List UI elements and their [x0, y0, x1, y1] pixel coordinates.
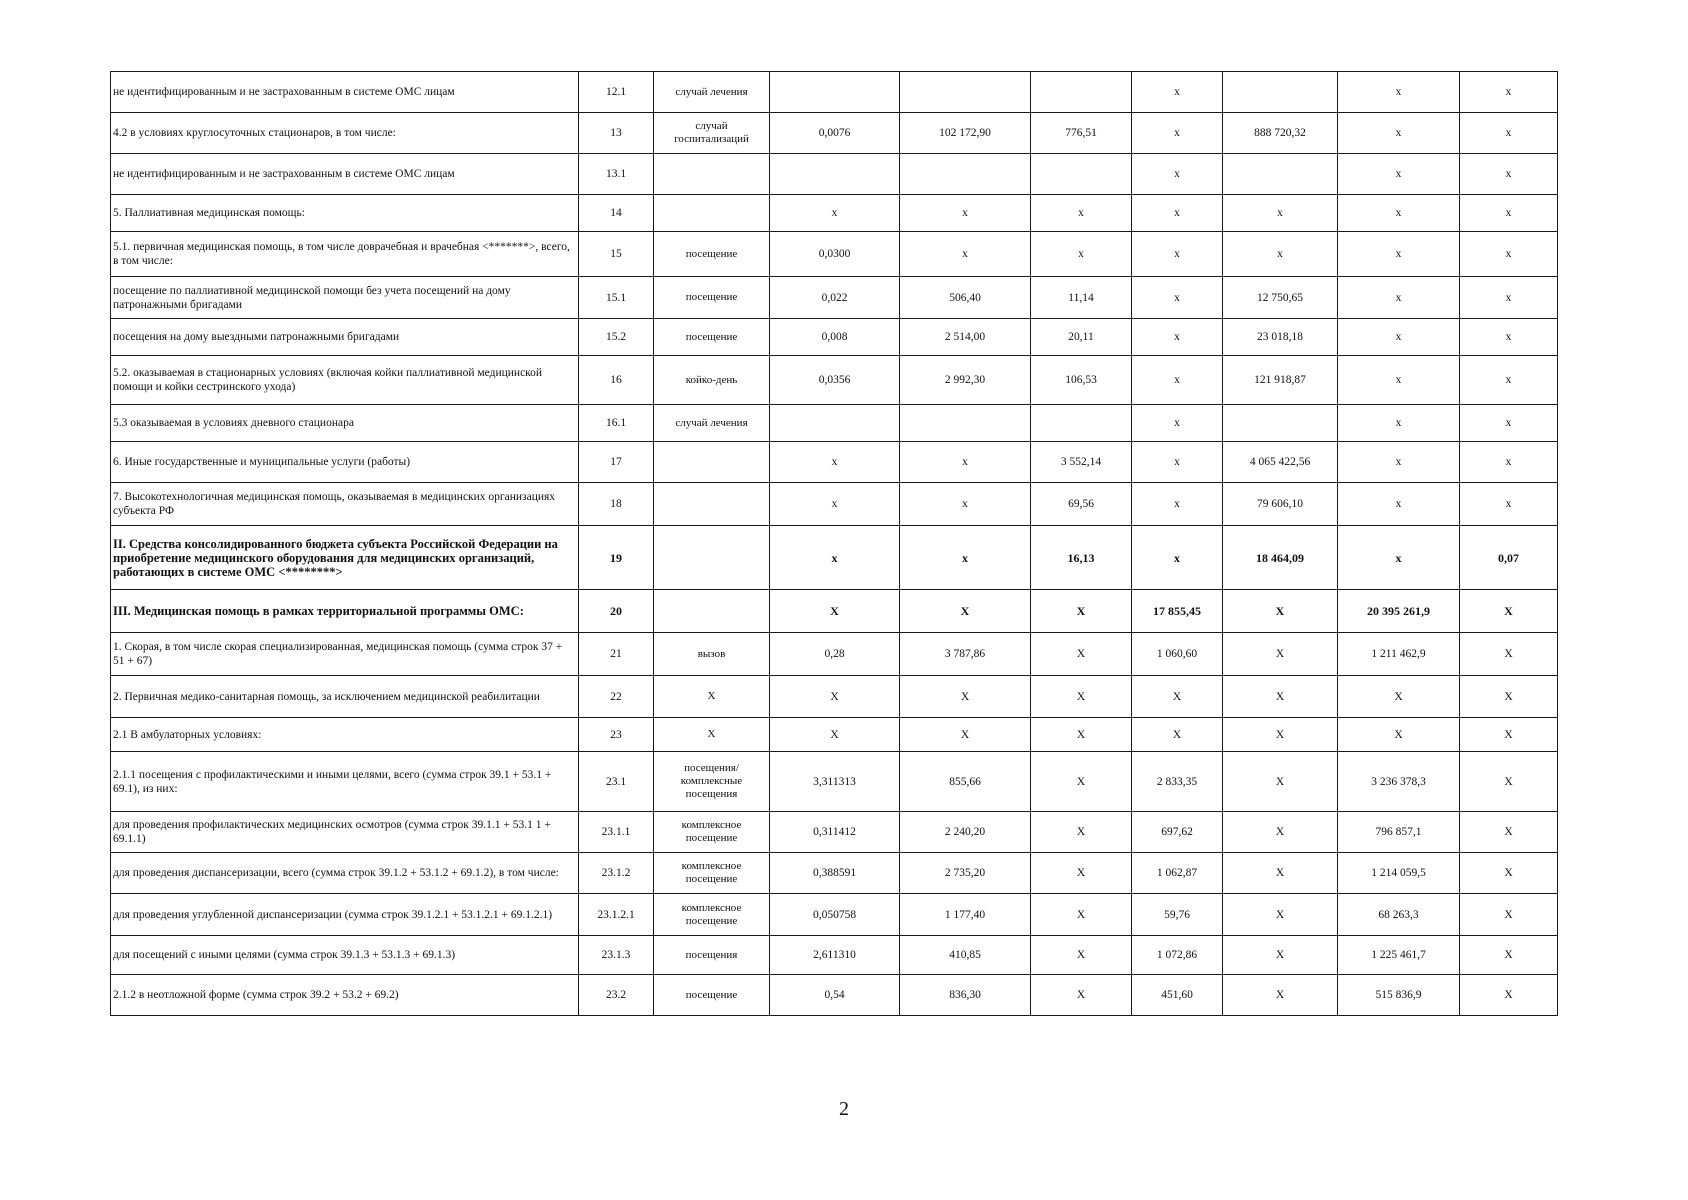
share-cell: X — [1460, 676, 1558, 718]
unit-cost-cell: 2 240,20 — [900, 812, 1031, 853]
row-number-cell: 16 — [579, 356, 654, 405]
budget-total-cell: X — [1223, 676, 1338, 718]
table-row — [111, 154, 1558, 195]
budget-total-cell: х — [1223, 195, 1338, 232]
oms-total-cell: х — [1338, 195, 1460, 232]
per-capita-oms-cell: х — [1132, 232, 1223, 277]
volume-per-person-cell: 0,0076 — [770, 113, 900, 154]
share-cell: х — [1460, 442, 1558, 483]
unit-cost-cell: X — [900, 676, 1031, 718]
indicator-name-cell: II. Средства консолидированного бюджета субъекта Российской Федерации на приобретение медицинского оборудования для медицинских организаций, работающих в системе ОМС <********> — [111, 526, 579, 590]
indicator-name-cell: 5.1. первичная медицинская помощь, в том числе доврачебная и врачебная <*******>, всего, в том числе: — [111, 232, 579, 277]
unit-cost-cell: X — [900, 590, 1031, 633]
unit-cost-cell: х — [900, 526, 1031, 590]
indicator-name-cell: 7. Высокотехнологичная медицинская помощь, оказываемая в медицинских организациях субъекта РФ — [111, 483, 579, 526]
share-cell: х — [1460, 154, 1558, 195]
table-row — [111, 113, 1558, 154]
volume-per-person-cell: 0,050758 — [770, 894, 900, 936]
volume-per-person-cell: X — [770, 718, 900, 752]
volume-per-person-cell: 0,022 — [770, 277, 900, 319]
row-number-cell: 23.1.2.1 — [579, 894, 654, 936]
oms-total-cell: х — [1338, 526, 1460, 590]
per-capita-oms-cell: х — [1132, 356, 1223, 405]
volume-per-person-cell — [770, 405, 900, 442]
per-capita-budget-cell — [1031, 154, 1132, 195]
volume-per-person-cell: 3,311313 — [770, 752, 900, 812]
row-number-cell: 23.1.3 — [579, 936, 654, 975]
share-cell: х — [1460, 195, 1558, 232]
per-capita-oms-cell: х — [1132, 526, 1223, 590]
per-capita-oms-cell: 1 060,60 — [1132, 633, 1223, 676]
unit-cost-cell: 410,85 — [900, 936, 1031, 975]
budget-total-cell: X — [1223, 853, 1338, 894]
budget-total-cell: 79 606,10 — [1223, 483, 1338, 526]
oms-total-cell: 796 857,1 — [1338, 812, 1460, 853]
per-capita-oms-cell: 697,62 — [1132, 812, 1223, 853]
volume-per-person-cell: 0,54 — [770, 975, 900, 1016]
unit-cell: посещения — [654, 936, 770, 975]
per-capita-budget-cell: X — [1031, 676, 1132, 718]
table-row — [111, 356, 1558, 405]
unit-cell: посещение — [654, 319, 770, 356]
budget-total-cell: X — [1223, 894, 1338, 936]
indicator-name-cell: 5. Паллиативная медицинская помощь: — [111, 195, 579, 232]
per-capita-oms-cell: х — [1132, 319, 1223, 356]
volume-per-person-cell: 0,388591 — [770, 853, 900, 894]
per-capita-budget-cell: 776,51 — [1031, 113, 1132, 154]
share-cell: X — [1460, 853, 1558, 894]
table-row — [111, 676, 1558, 718]
table-row — [111, 718, 1558, 752]
oms-total-cell: X — [1338, 718, 1460, 752]
budget-total-cell: X — [1223, 812, 1338, 853]
unit-cell — [654, 195, 770, 232]
oms-total-cell: 1 225 461,7 — [1338, 936, 1460, 975]
unit-cost-cell: 1 177,40 — [900, 894, 1031, 936]
share-cell: X — [1460, 633, 1558, 676]
volume-per-person-cell: X — [770, 590, 900, 633]
per-capita-budget-cell: 106,53 — [1031, 356, 1132, 405]
share-cell: X — [1460, 936, 1558, 975]
unit-cost-cell: х — [900, 232, 1031, 277]
row-number-cell: 21 — [579, 633, 654, 676]
indicator-name-cell: для проведения профилактических медицинских осмотров (сумма строк 39.1.1 + 53.1 1 + 69.1.1) — [111, 812, 579, 853]
volume-per-person-cell — [770, 72, 900, 113]
unit-cell: посещение — [654, 975, 770, 1016]
budget-total-cell: X — [1223, 590, 1338, 633]
per-capita-budget-cell: X — [1031, 812, 1132, 853]
per-capita-budget-cell: 20,11 — [1031, 319, 1132, 356]
budget-total-cell — [1223, 405, 1338, 442]
budget-total-cell: 888 720,32 — [1223, 113, 1338, 154]
volume-per-person-cell: х — [770, 526, 900, 590]
per-capita-oms-cell: х — [1132, 72, 1223, 113]
per-capita-oms-cell: х — [1132, 405, 1223, 442]
per-capita-oms-cell: х — [1132, 154, 1223, 195]
per-capita-budget-cell: X — [1031, 752, 1132, 812]
indicator-name-cell: 4.2 в условиях круглосуточных стационаров, в том числе: — [111, 113, 579, 154]
per-capita-budget-cell: 3 552,14 — [1031, 442, 1132, 483]
unit-cost-cell: 855,66 — [900, 752, 1031, 812]
per-capita-budget-cell: 16,13 — [1031, 526, 1132, 590]
oms-total-cell: х — [1338, 356, 1460, 405]
indicator-name-cell: для посещений с иными целями (сумма строк 39.1.3 + 53.1.3 + 69.1.3) — [111, 936, 579, 975]
oms-total-cell: х — [1338, 277, 1460, 319]
unit-cell: комплексное посещение — [654, 853, 770, 894]
unit-cell: посещения/ комплексные посещения — [654, 752, 770, 812]
volume-per-person-cell: 2,611310 — [770, 936, 900, 975]
budget-total-cell: 121 918,87 — [1223, 356, 1338, 405]
per-capita-budget-cell — [1031, 405, 1132, 442]
table-row — [111, 442, 1558, 483]
indicator-name-cell: 5.2. оказываемая в стационарных условиях (включая койки паллиативной медицинской помощи и койки сестринского ухода) — [111, 356, 579, 405]
unit-cost-cell — [900, 405, 1031, 442]
per-capita-budget-cell — [1031, 72, 1132, 113]
unit-cell: X — [654, 676, 770, 718]
indicator-name-cell: 6. Иные государственные и муниципальные услуги (работы) — [111, 442, 579, 483]
table-row — [111, 975, 1558, 1016]
unit-cost-cell: 3 787,86 — [900, 633, 1031, 676]
table-row — [111, 526, 1558, 590]
per-capita-oms-cell: 1 062,87 — [1132, 853, 1223, 894]
indicator-name-cell: 2. Первичная медико-санитарная помощь, за исключением медицинской реабилитации — [111, 676, 579, 718]
oms-total-cell: 1 211 462,9 — [1338, 633, 1460, 676]
table-row — [111, 853, 1558, 894]
unit-cell: X — [654, 718, 770, 752]
per-capita-oms-cell: 2 833,35 — [1132, 752, 1223, 812]
table-row — [111, 936, 1558, 975]
row-number-cell: 23.1.1 — [579, 812, 654, 853]
row-number-cell: 23.1 — [579, 752, 654, 812]
budget-total-cell: х — [1223, 232, 1338, 277]
unit-cell: комплексное посещение — [654, 812, 770, 853]
share-cell: X — [1460, 812, 1558, 853]
unit-cell: койко-день — [654, 356, 770, 405]
table-row — [111, 72, 1558, 113]
unit-cell — [654, 442, 770, 483]
unit-cell — [654, 526, 770, 590]
unit-cost-cell: 836,30 — [900, 975, 1031, 1016]
volume-per-person-cell: 0,008 — [770, 319, 900, 356]
per-capita-budget-cell: X — [1031, 633, 1132, 676]
budget-total-cell — [1223, 154, 1338, 195]
volume-per-person-cell: 0,0356 — [770, 356, 900, 405]
per-capita-oms-cell: х — [1132, 442, 1223, 483]
row-number-cell: 15.2 — [579, 319, 654, 356]
indicator-name-cell: 1. Скорая, в том числе скорая специализированная, медицинская помощь (сумма строк 37 + 51 + 67) — [111, 633, 579, 676]
volume-per-person-cell: 0,311412 — [770, 812, 900, 853]
per-capita-oms-cell: X — [1132, 718, 1223, 752]
row-number-cell: 13.1 — [579, 154, 654, 195]
volume-per-person-cell: х — [770, 195, 900, 232]
oms-total-cell: х — [1338, 154, 1460, 195]
share-cell: х — [1460, 72, 1558, 113]
row-number-cell: 19 — [579, 526, 654, 590]
row-number-cell: 15 — [579, 232, 654, 277]
unit-cost-cell: 2 992,30 — [900, 356, 1031, 405]
per-capita-oms-cell: X — [1132, 676, 1223, 718]
oms-total-cell: 20 395 261,9 — [1338, 590, 1460, 633]
unit-cell — [654, 590, 770, 633]
indicator-name-cell: посещение по паллиативной медицинской помощи без учета посещений на дому патронажными бригадами — [111, 277, 579, 319]
per-capita-budget-cell: X — [1031, 894, 1132, 936]
volume-per-person-cell: 0,0300 — [770, 232, 900, 277]
table-row — [111, 812, 1558, 853]
budget-total-cell: X — [1223, 718, 1338, 752]
oms-total-cell: 3 236 378,3 — [1338, 752, 1460, 812]
share-cell: 0,07 — [1460, 526, 1558, 590]
budget-total-cell: X — [1223, 633, 1338, 676]
per-capita-oms-cell: 451,60 — [1132, 975, 1223, 1016]
unit-cost-cell: 2 514,00 — [900, 319, 1031, 356]
indicator-name-cell: не идентифицированным и не застрахованным в системе ОМС лицам — [111, 72, 579, 113]
share-cell: х — [1460, 319, 1558, 356]
indicator-name-cell: 2.1 В амбулаторных условиях: — [111, 718, 579, 752]
row-number-cell: 12.1 — [579, 72, 654, 113]
per-capita-budget-cell: X — [1031, 853, 1132, 894]
oms-total-cell: х — [1338, 442, 1460, 483]
share-cell: X — [1460, 894, 1558, 936]
unit-cell: случай лечения — [654, 72, 770, 113]
per-capita-oms-cell: 1 072,86 — [1132, 936, 1223, 975]
indicator-name-cell: III. Медицинская помощь в рамках территориальной программы ОМС: — [111, 590, 579, 633]
per-capita-oms-cell: х — [1132, 113, 1223, 154]
table-row — [111, 483, 1558, 526]
table-row — [111, 894, 1558, 936]
volume-per-person-cell: X — [770, 676, 900, 718]
indicator-name-cell: посещения на дому выездными патронажными бригадами — [111, 319, 579, 356]
per-capita-budget-cell: X — [1031, 975, 1132, 1016]
unit-cost-cell: х — [900, 483, 1031, 526]
per-capita-budget-cell: X — [1031, 718, 1132, 752]
share-cell: х — [1460, 356, 1558, 405]
row-number-cell: 23.1.2 — [579, 853, 654, 894]
per-capita-oms-cell: х — [1132, 195, 1223, 232]
table-row — [111, 633, 1558, 676]
budget-total-cell: 18 464,09 — [1223, 526, 1338, 590]
volume-per-person-cell: х — [770, 442, 900, 483]
unit-cell: комплексное посещение — [654, 894, 770, 936]
unit-cost-cell: 102 172,90 — [900, 113, 1031, 154]
per-capita-oms-cell: 59,76 — [1132, 894, 1223, 936]
indicator-name-cell: не идентифицированным и не застрахованным в системе ОМС лицам — [111, 154, 579, 195]
per-capita-budget-cell: х — [1031, 232, 1132, 277]
unit-cell: посещение — [654, 277, 770, 319]
table-row — [111, 319, 1558, 356]
share-cell: X — [1460, 718, 1558, 752]
per-capita-oms-cell: х — [1132, 483, 1223, 526]
oms-total-cell: х — [1338, 319, 1460, 356]
unit-cost-cell: 506,40 — [900, 277, 1031, 319]
per-capita-budget-cell: 11,14 — [1031, 277, 1132, 319]
budget-total-cell — [1223, 72, 1338, 113]
row-number-cell: 23.2 — [579, 975, 654, 1016]
oms-total-cell: 68 263,3 — [1338, 894, 1460, 936]
share-cell: X — [1460, 590, 1558, 633]
indicator-name-cell: 2.1.1 посещения с профилактическими и иными целями, всего (сумма строк 39.1 + 53.1 + 69.1), из них: — [111, 752, 579, 812]
unit-cost-cell: X — [900, 718, 1031, 752]
share-cell: X — [1460, 975, 1558, 1016]
table-row — [111, 752, 1558, 812]
per-capita-budget-cell: 69,56 — [1031, 483, 1132, 526]
table-row — [111, 405, 1558, 442]
per-capita-oms-cell: 17 855,45 — [1132, 590, 1223, 633]
unit-cell: посещение — [654, 232, 770, 277]
row-number-cell: 23 — [579, 718, 654, 752]
share-cell: х — [1460, 113, 1558, 154]
budget-total-cell: X — [1223, 752, 1338, 812]
oms-total-cell: х — [1338, 232, 1460, 277]
oms-total-cell: 515 836,9 — [1338, 975, 1460, 1016]
row-number-cell: 13 — [579, 113, 654, 154]
budget-total-cell: X — [1223, 936, 1338, 975]
oms-total-cell: х — [1338, 405, 1460, 442]
unit-cell — [654, 483, 770, 526]
row-number-cell: 14 — [579, 195, 654, 232]
share-cell: х — [1460, 405, 1558, 442]
oms-total-cell: х — [1338, 72, 1460, 113]
volume-per-person-cell: х — [770, 483, 900, 526]
per-capita-budget-cell: X — [1031, 936, 1132, 975]
budget-total-cell: 4 065 422,56 — [1223, 442, 1338, 483]
row-number-cell: 22 — [579, 676, 654, 718]
budget-total-cell: 12 750,65 — [1223, 277, 1338, 319]
row-number-cell: 18 — [579, 483, 654, 526]
table-row — [111, 277, 1558, 319]
unit-cell — [654, 154, 770, 195]
unit-cost-cell: х — [900, 442, 1031, 483]
table-row — [111, 195, 1558, 232]
share-cell: х — [1460, 277, 1558, 319]
indicator-name-cell: для проведения диспансеризации, всего (сумма строк 39.1.2 + 53.1.2 + 69.1.2), в том числе: — [111, 853, 579, 894]
oms-total-cell: х — [1338, 113, 1460, 154]
indicator-name-cell: для проведения углубленной диспансеризации (сумма строк 39.1.2.1 + 53.1.2.1 + 69.1.2.1) — [111, 894, 579, 936]
budget-total-cell: 23 018,18 — [1223, 319, 1338, 356]
volume-per-person-cell — [770, 154, 900, 195]
indicator-name-cell: 2.1.2 в неотложной форме (сумма строк 39.2 + 53.2 + 69.2) — [111, 975, 579, 1016]
volume-per-person-cell: 0,28 — [770, 633, 900, 676]
per-capita-budget-cell: х — [1031, 195, 1132, 232]
unit-cell: вызов — [654, 633, 770, 676]
share-cell: х — [1460, 483, 1558, 526]
indicator-name-cell: 5.3 оказываемая в условиях дневного стационара — [111, 405, 579, 442]
oms-total-cell: х — [1338, 483, 1460, 526]
row-number-cell: 16.1 — [579, 405, 654, 442]
table-row — [111, 590, 1558, 633]
unit-cost-cell — [900, 72, 1031, 113]
financing-table — [110, 71, 1558, 1016]
budget-total-cell: X — [1223, 975, 1338, 1016]
unit-cell: случай госпитализаций — [654, 113, 770, 154]
row-number-cell: 20 — [579, 590, 654, 633]
row-number-cell: 15.1 — [579, 277, 654, 319]
share-cell: х — [1460, 232, 1558, 277]
table-row — [111, 232, 1558, 277]
per-capita-budget-cell: X — [1031, 590, 1132, 633]
per-capita-oms-cell: х — [1132, 277, 1223, 319]
row-number-cell: 17 — [579, 442, 654, 483]
page-number: 2 — [839, 1098, 849, 1120]
unit-cost-cell: х — [900, 195, 1031, 232]
oms-total-cell: X — [1338, 676, 1460, 718]
oms-total-cell: 1 214 059,5 — [1338, 853, 1460, 894]
unit-cell: случай лечения — [654, 405, 770, 442]
unit-cost-cell — [900, 154, 1031, 195]
share-cell: X — [1460, 752, 1558, 812]
unit-cost-cell: 2 735,20 — [900, 853, 1031, 894]
